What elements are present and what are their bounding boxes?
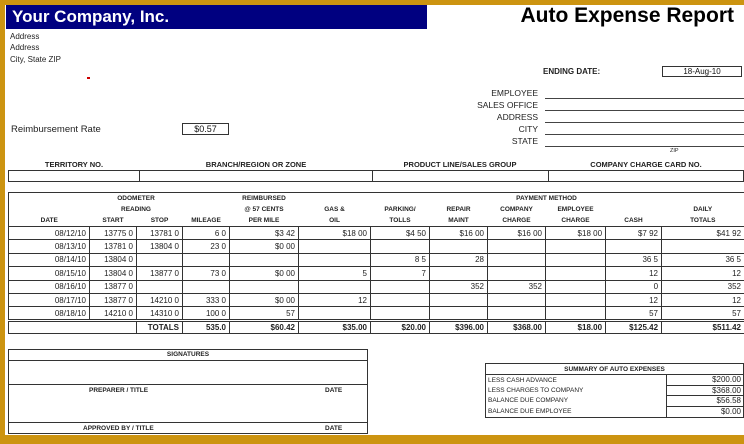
summary-value: $0.00: [666, 406, 743, 417]
totals-blank: [9, 320, 137, 333]
table-row: [9, 307, 744, 320]
company-header-top: COMPANY: [500, 206, 533, 213]
mileage-cell[interactable]: 6 0: [183, 227, 230, 240]
expense-table: [8, 192, 744, 334]
approved-label: APPROVED BY / TITLE: [83, 425, 154, 432]
per-mile-cell[interactable]: [230, 280, 299, 293]
date-cell[interactable]: 08/14/10: [9, 253, 90, 266]
summary-title: SUMMARY OF AUTO EXPENSES: [486, 364, 743, 375]
preparer-label: PREPARER / TITLE: [89, 387, 149, 394]
employee-cell[interactable]: [546, 280, 606, 293]
date-cell[interactable]: 08/12/10: [9, 227, 90, 240]
company-cell[interactable]: [488, 267, 546, 280]
repair-header-bottom: MAINT: [448, 217, 469, 224]
date-cell[interactable]: 08/15/10: [9, 267, 90, 280]
sales-office-field[interactable]: [545, 100, 744, 111]
daily-cell[interactable]: 352: [662, 280, 744, 293]
total-cash: $125.42: [606, 320, 662, 333]
product-line-label: PRODUCT LINE/SALES GROUP: [403, 160, 517, 169]
company-cell[interactable]: [488, 240, 546, 253]
start-cell[interactable]: 13804 0: [90, 253, 137, 266]
report-title: Auto Expense Report: [520, 5, 734, 27]
gas-cell[interactable]: [299, 307, 371, 320]
total-mileage: 535.0: [183, 320, 230, 333]
summary-box: [485, 363, 744, 418]
mileage-cell[interactable]: 333 0: [183, 293, 230, 306]
stop-cell[interactable]: 14310 0: [137, 307, 183, 320]
start-header: START: [102, 217, 124, 224]
signatures-box: [8, 349, 368, 434]
summary-label: BALANCE DUE EMPLOYEE: [488, 407, 572, 415]
expense-report-sheet: [5, 5, 744, 435]
parking-cell[interactable]: [371, 240, 430, 253]
city-field[interactable]: [545, 124, 744, 135]
date-cell[interactable]: 08/17/10: [9, 293, 90, 306]
territory-label: TERRITORY NO.: [44, 160, 104, 169]
daily-cell[interactable]: 12: [662, 293, 744, 306]
total-parking: $20.00: [371, 320, 430, 333]
address-label: ADDRESS: [496, 112, 538, 122]
repair-cell[interactable]: 352: [430, 280, 488, 293]
per-mile-header: PER MILE: [248, 217, 280, 224]
cash-cell[interactable]: 12: [606, 293, 662, 306]
per-mile-cell[interactable]: $0 00: [230, 267, 299, 280]
employee-cell[interactable]: [546, 267, 606, 280]
per-mile-cell[interactable]: $0 00: [230, 240, 299, 253]
reimbursement-rate-label: Reimbursement Rate: [11, 124, 101, 135]
sales-office-label: SALES OFFICE: [477, 100, 538, 110]
address-line-1: Address: [10, 32, 40, 41]
gas-cell[interactable]: [299, 240, 371, 253]
charge-card-field[interactable]: [548, 170, 744, 182]
summary-row: [486, 375, 743, 386]
cash-cell[interactable]: 12: [606, 267, 662, 280]
start-cell[interactable]: 13877 0: [90, 293, 137, 306]
company-cell[interactable]: $16 00: [488, 227, 546, 240]
company-name: Your Company, Inc.: [6, 5, 427, 29]
cash-cell[interactable]: $7 92: [606, 227, 662, 240]
start-cell[interactable]: 14210 0: [90, 307, 137, 320]
employee-cell[interactable]: [546, 293, 606, 306]
repair-cell[interactable]: [430, 267, 488, 280]
address-field[interactable]: [545, 112, 744, 123]
summary-value: $56.58: [666, 396, 743, 407]
daily-header-bottom: TOTALS: [662, 215, 744, 227]
repair-cell[interactable]: [430, 307, 488, 320]
repair-header-top: REPAIR: [446, 206, 471, 213]
reimbursed-header: REIMBURSED: [230, 193, 299, 205]
territory-field[interactable]: [8, 170, 140, 182]
summary-row: [486, 385, 743, 396]
mileage-header: MILEAGE: [191, 217, 221, 224]
repair-cell[interactable]: [430, 240, 488, 253]
table-row: [9, 253, 744, 266]
reading-header: READING: [121, 206, 151, 213]
company-header-bottom: CHARGE: [502, 217, 531, 224]
parking-cell[interactable]: $4 50: [371, 227, 430, 240]
daily-cell[interactable]: 36 5: [662, 253, 744, 266]
ending-date-label: ENDING DATE:: [543, 67, 601, 76]
daily-header-top: DAILY: [662, 204, 744, 215]
date-cell[interactable]: 08/16/10: [9, 280, 90, 293]
repair-cell[interactable]: $16 00: [430, 227, 488, 240]
reimbursement-rate-field[interactable]: $0.57: [182, 123, 229, 135]
employee-label: EMPLOYEE: [491, 88, 538, 98]
total-employee: $18.00: [546, 320, 606, 333]
stop-cell[interactable]: [137, 280, 183, 293]
summary-label: LESS CASH ADVANCE: [488, 376, 557, 384]
total-per-mile: $60.42: [230, 320, 299, 333]
stop-cell[interactable]: 13804 0: [137, 240, 183, 253]
repair-cell[interactable]: 28: [430, 253, 488, 266]
summary-value: $200.00: [666, 375, 743, 386]
city-state-zip: City, State ZIP: [10, 55, 61, 64]
mileage-cell[interactable]: [183, 253, 230, 266]
state-field[interactable]: [545, 136, 744, 147]
daily-cell[interactable]: 57: [662, 307, 744, 320]
summary-label: BALANCE DUE COMPANY: [488, 397, 569, 405]
daily-cell[interactable]: 12: [662, 267, 744, 280]
table-row: [9, 267, 744, 280]
summary-row: [486, 406, 743, 417]
start-cell[interactable]: 13877 0: [90, 280, 137, 293]
city-label: CITY: [518, 124, 538, 134]
gas-cell[interactable]: $18 00: [299, 227, 371, 240]
company-cell[interactable]: [488, 307, 546, 320]
employee-header-bottom: CHARGE: [561, 217, 590, 224]
repair-cell[interactable]: [430, 293, 488, 306]
stop-cell[interactable]: 14210 0: [137, 293, 183, 306]
zip-label: ZIP: [670, 148, 679, 154]
preparer-row: [9, 384, 367, 394]
table-row: [9, 227, 744, 240]
mileage-cell[interactable]: 73 0: [183, 267, 230, 280]
cash-cell[interactable]: [606, 240, 662, 253]
ending-date-field[interactable]: 18-Aug-10: [662, 66, 742, 77]
start-cell[interactable]: 13804 0: [90, 267, 137, 280]
approved-row: [9, 422, 367, 434]
address-line-2: Address: [10, 43, 40, 52]
totals-row: [9, 320, 744, 333]
gas-cell[interactable]: [299, 280, 371, 293]
mileage-cell[interactable]: 100 0: [183, 307, 230, 320]
approved-date-label: DATE: [325, 425, 343, 432]
start-cell[interactable]: 13781 0: [90, 240, 137, 253]
mileage-cell[interactable]: 23 0: [183, 240, 230, 253]
parking-cell[interactable]: [371, 307, 430, 320]
start-cell[interactable]: 13775 0: [90, 227, 137, 240]
per-mile-cell[interactable]: 57: [230, 307, 299, 320]
gas-header-top: GAS &: [324, 206, 345, 213]
parking-header-bottom: TOLLS: [389, 217, 411, 224]
total-daily: $511.42: [662, 320, 744, 333]
stop-cell[interactable]: [137, 253, 183, 266]
cash-header: CASH: [624, 217, 643, 224]
parking-header-top: PARKING/: [384, 206, 416, 213]
employee-cell[interactable]: [546, 240, 606, 253]
stop-cell[interactable]: 13781 0: [137, 227, 183, 240]
charge-card-label: COMPANY CHARGE CARD NO.: [590, 160, 702, 169]
rate-note-header: @ 57 CENTS: [244, 206, 284, 213]
employee-header-top: EMPLOYEE: [557, 206, 594, 213]
totals-label: TOTALS: [137, 320, 183, 333]
employee-field[interactable]: [545, 88, 744, 99]
company-cell[interactable]: 352: [488, 280, 546, 293]
comment-indicator-icon: [87, 77, 90, 79]
preparer-date-label: DATE: [325, 387, 343, 394]
date-cell[interactable]: 08/13/10: [9, 240, 90, 253]
preparer-signature-field[interactable]: [9, 360, 367, 384]
parking-cell[interactable]: [371, 280, 430, 293]
employee-cell[interactable]: $18 00: [546, 227, 606, 240]
stop-cell[interactable]: 13877 0: [137, 267, 183, 280]
state-label: STATE: [511, 136, 538, 146]
mileage-cell[interactable]: [183, 280, 230, 293]
total-gas: $35.00: [299, 320, 371, 333]
gas-cell[interactable]: [299, 253, 371, 266]
company-cell[interactable]: [488, 293, 546, 306]
odometer-header: ODOMETER: [90, 193, 183, 205]
daily-cell[interactable]: [662, 240, 744, 253]
date-cell[interactable]: 08/18/10: [9, 307, 90, 320]
approver-signature-field[interactable]: [9, 396, 367, 420]
cash-cell[interactable]: 57: [606, 307, 662, 320]
table-row: [9, 240, 744, 253]
product-line-field[interactable]: [372, 170, 549, 182]
cash-cell[interactable]: 0: [606, 280, 662, 293]
branch-region-field[interactable]: [139, 170, 373, 182]
employee-cell[interactable]: [546, 253, 606, 266]
per-mile-cell[interactable]: $0 00: [230, 293, 299, 306]
per-mile-cell[interactable]: $3 42: [230, 227, 299, 240]
branch-region-label: BRANCH/REGION OR ZONE: [205, 160, 307, 169]
gas-cell[interactable]: 5: [299, 267, 371, 280]
parking-cell[interactable]: 8 5: [371, 253, 430, 266]
total-company: $368.00: [488, 320, 546, 333]
gas-cell[interactable]: 12: [299, 293, 371, 306]
payment-method-header: PAYMENT METHOD: [488, 193, 606, 205]
daily-cell[interactable]: $41 92: [662, 227, 744, 240]
total-repair: $396.00: [430, 320, 488, 333]
parking-cell[interactable]: [371, 293, 430, 306]
gas-header-bottom: OIL: [329, 217, 340, 224]
per-mile-cell[interactable]: [230, 253, 299, 266]
summary-row: [486, 396, 743, 407]
summary-table: [486, 364, 743, 417]
stop-header: STOP: [150, 217, 169, 224]
cash-cell[interactable]: 36 5: [606, 253, 662, 266]
date-header: DATE: [9, 215, 90, 227]
summary-value: $368.00: [666, 385, 743, 396]
employee-cell[interactable]: [546, 307, 606, 320]
summary-label: LESS CHARGES TO COMPANY: [488, 386, 584, 394]
company-cell[interactable]: [488, 253, 546, 266]
parking-cell[interactable]: 7: [371, 267, 430, 280]
table-row: [9, 293, 744, 306]
signatures-title: SIGNATURES: [166, 351, 210, 358]
table-row: [9, 280, 744, 293]
